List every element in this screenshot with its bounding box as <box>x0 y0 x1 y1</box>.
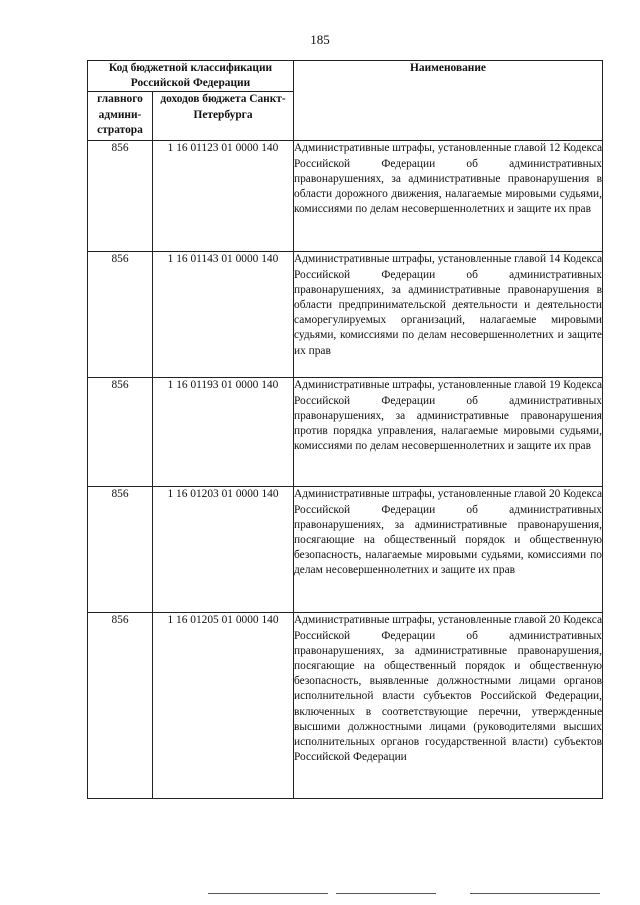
footer-rule <box>208 893 328 894</box>
footer-rule <box>470 893 600 894</box>
table-row <box>88 252 603 378</box>
name-cell: Административные штрафы, установленные главой 20 Кодекса Российской Федерации об административных правонарушениях, за административные правонарушения, посягающие на общественный порядок и общественную безопасность, налагаемые мировыми судьями, комиссиями по делам несовершеннолетних и защите их прав <box>294 487 603 613</box>
header-classification-code: Код бюджетной классификации Российской Федерации <box>88 61 294 92</box>
header-name: Наименование <box>294 61 603 141</box>
revenue-code-cell: 1 16 01193 01 0000 140 <box>153 378 294 487</box>
admin-code-cell: 856 <box>88 141 153 252</box>
name-cell: Административные штрафы, установленные главой 19 Кодекса Российской Федерации об административных правонарушениях, за административные правонарушения против порядка управления, налагаемые мировыми судьями, комиссиями по делам несовершеннолетних и защите их прав <box>294 378 603 487</box>
revenue-code-cell: 1 16 01123 01 0000 140 <box>153 141 294 252</box>
revenue-code-cell: 1 16 01205 01 0000 140 <box>153 613 294 799</box>
admin-code-cell: 856 <box>88 613 153 799</box>
revenue-code-cell: 1 16 01143 01 0000 140 <box>153 252 294 378</box>
table-row <box>88 487 603 613</box>
table-row <box>88 141 603 252</box>
header-main-administrator: главного админи-стратора <box>88 92 153 141</box>
budget-classification-table <box>87 60 603 799</box>
table-row <box>88 378 603 487</box>
revenue-code-cell: 1 16 01203 01 0000 140 <box>153 487 294 613</box>
name-cell: Административные штрафы, установленные главой 12 Кодекса Российской Федерации об административных правонарушениях, за административные правонарушения в области дорожного движения, налагаемые мировыми судьями, комиссиями по делам несовершеннолетних и защите их прав <box>294 141 603 252</box>
name-cell: Административные штрафы, установленные главой 14 Кодекса Российской Федерации об административных правонарушениях, за административные правонарушения в области предпринимательской деятельности и деятельности саморегулируемых организаций, налагаемые мировыми судьями, комиссиями по делам несовершеннолетних и защите их прав <box>294 252 603 378</box>
footer-rule <box>336 893 436 894</box>
admin-code-cell: 856 <box>88 487 153 613</box>
name-cell: Административные штрафы, установленные главой 20 Кодекса Российской Федерации об административных правонарушениях, за административные правонарушения, посягающие на общественный порядок и общественную безопасность, выявленные должностными лицами органов исполнительной власти субъектов Российской Федерации, включенных в соответствующие перечни, утвержденные высшими должностными лицами (руководителями высших исполнительных органов государственной власти) субъектов Российской Федерации <box>294 613 603 799</box>
admin-code-cell: 856 <box>88 252 153 378</box>
admin-code-cell: 856 <box>88 378 153 487</box>
table-row <box>88 613 603 799</box>
page-number: 185 <box>310 32 330 47</box>
header-budget-revenue: доходов бюджета Санкт-Петербурга <box>153 92 294 141</box>
